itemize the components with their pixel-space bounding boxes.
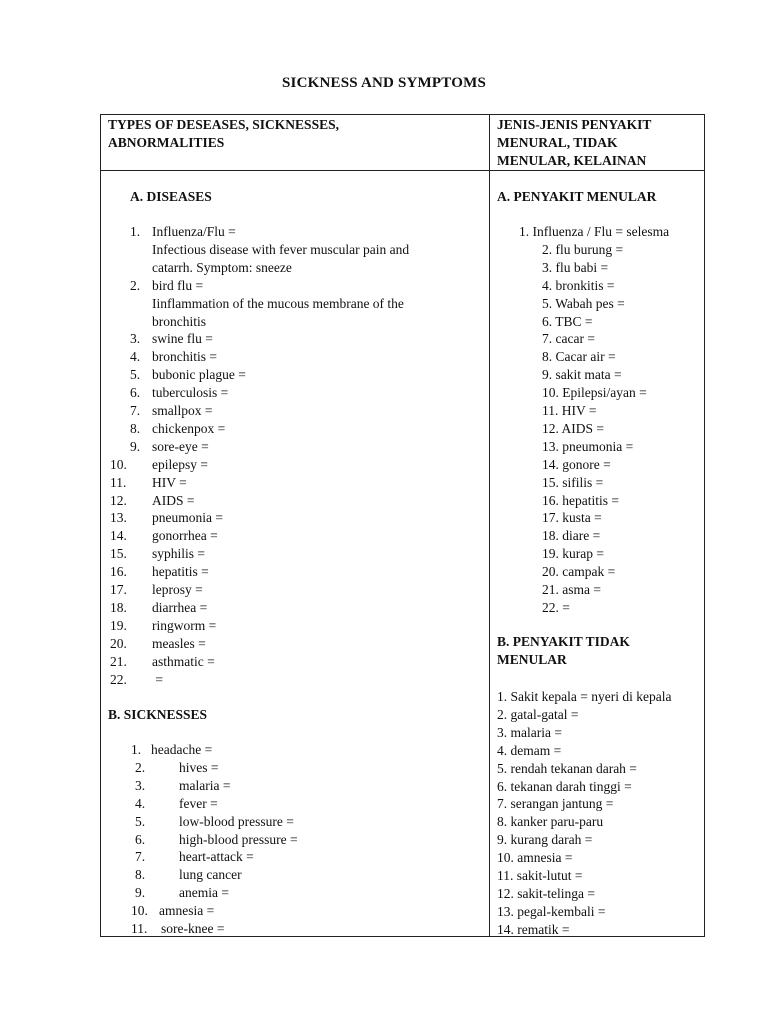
menular-item: 19. kurap = bbox=[542, 546, 604, 562]
header-left-line: TYPES OF DESEASES, SICKNESSES, bbox=[108, 117, 339, 132]
sickness-item: 10. amnesia = bbox=[131, 903, 215, 919]
tidak-menular-item: 11. sakit-lutut = bbox=[497, 868, 583, 883]
page-title: SICKNESS AND SYMPTOMS bbox=[282, 75, 486, 91]
menular-item: 12. AIDS = bbox=[542, 420, 604, 436]
header-divider bbox=[101, 170, 704, 171]
sickness-item: 7. heart-attack = bbox=[135, 849, 254, 865]
sickness-item: 9. anemia = bbox=[135, 885, 229, 901]
menular-item: 3. flu babi = bbox=[542, 259, 609, 275]
sickness-item: 8. lung cancer bbox=[135, 867, 242, 883]
disease-item: Iinflammation of the mucous membrane of the bbox=[152, 295, 404, 311]
disease-item: 16. hepatitis = bbox=[110, 564, 209, 580]
sickness-item: 1. headache = bbox=[131, 742, 213, 757]
tidak-menular-item: 10. amnesia = bbox=[497, 850, 573, 866]
tidak-menular-item: 8. kanker paru-paru bbox=[497, 814, 604, 830]
sickness-item: 2. hives = bbox=[135, 759, 219, 775]
header-right bbox=[497, 116, 651, 170]
menular-item: 11. HIV = bbox=[542, 403, 597, 418]
disease-item: catarrh. Symptom: sneeze bbox=[152, 259, 292, 275]
disease-item: Infectious disease with fever muscular pain and bbox=[152, 241, 410, 257]
section-heading-diseases: A. DISEASES bbox=[130, 189, 212, 204]
disease-item: 5. bubonic plague = bbox=[130, 367, 246, 383]
menular-item: 17. kusta = bbox=[542, 510, 602, 526]
tidak-menular-item: 7. serangan jantung = bbox=[497, 796, 614, 812]
menular-item: 1. Influenza / Flu = selesma bbox=[519, 224, 670, 239]
tidak-menular-item: 9. kurang darah = bbox=[497, 832, 593, 848]
sickness-item: 6. high-blood pressure = bbox=[135, 831, 298, 847]
section-heading-sicknesses: B. SICKNESSES bbox=[108, 707, 208, 722]
disease-item: 8. chickenpox = bbox=[130, 420, 226, 436]
disease-item: 20. measles = bbox=[110, 635, 206, 651]
disease-item: 6. tuberculosis = bbox=[130, 385, 229, 401]
disease-item: 3. swine flu = bbox=[130, 331, 213, 347]
section-heading-menular: A. PENYAKIT MENULAR bbox=[497, 189, 657, 204]
column-divider bbox=[489, 115, 490, 936]
sickness-item: 3. malaria = bbox=[135, 777, 231, 793]
sickness-item: 4. fever = bbox=[135, 795, 218, 811]
menular-item: 6. TBC = bbox=[542, 313, 593, 329]
tidak-menular-item: 4. demam = bbox=[497, 742, 562, 758]
menular-item: 5. Wabah pes = bbox=[542, 295, 625, 311]
disease-item: 7. smallpox = bbox=[130, 403, 213, 418]
sickness-item: 5. low-blood pressure = bbox=[135, 813, 294, 829]
header-right-line: MENURAL, TIDAK bbox=[497, 135, 618, 150]
tidak-menular-item: 6. tekanan darah tinggi = bbox=[497, 778, 632, 794]
disease-item: 14. gonorrhea = bbox=[110, 528, 218, 544]
header-left-line: ABNORMALITIES bbox=[108, 135, 225, 150]
disease-item: 17. leprosy = bbox=[110, 582, 203, 597]
section-heading-tidak-menular: B. PENYAKIT TIDAK bbox=[497, 634, 630, 649]
tidak-menular-item: 14. rematik = bbox=[497, 921, 570, 937]
header-right-line: JENIS-JENIS PENYAKIT bbox=[497, 117, 652, 132]
content-table bbox=[100, 114, 705, 937]
disease-item: 9. sore-eye = bbox=[130, 438, 209, 454]
menular-item: 14. gonore = bbox=[542, 456, 611, 472]
disease-item: 2. bird flu = bbox=[130, 277, 204, 293]
header-right-line: MENULAR, KELAINAN bbox=[497, 153, 647, 168]
disease-item: 1. Influenza/Flu = bbox=[130, 224, 236, 239]
disease-item: 19. ringworm = bbox=[110, 617, 217, 633]
tidak-menular-item: 12. sakit-telinga = bbox=[497, 885, 595, 901]
menular-item: 22. = bbox=[542, 599, 570, 615]
menular-item: 8. Cacar air = bbox=[542, 349, 616, 365]
tidak-menular-item: 5. rendah tekanan darah = bbox=[497, 760, 637, 776]
menular-item: 4. bronkitis = bbox=[542, 277, 615, 293]
disease-item: 4. bronchitis = bbox=[130, 349, 217, 365]
menular-item: 7. cacar = bbox=[542, 331, 595, 347]
tidak-menular-item: 2. gatal-gatal = bbox=[497, 706, 579, 722]
disease-item: bronchitis bbox=[152, 313, 206, 329]
menular-item: 20. campak = bbox=[542, 564, 616, 580]
header-left bbox=[108, 116, 339, 152]
disease-item: 11. HIV = bbox=[110, 474, 187, 490]
section-heading-tidak-menular: MENULAR bbox=[497, 652, 567, 667]
menular-item: 16. hepatitis = bbox=[542, 492, 619, 508]
disease-item: 10. epilepsy = bbox=[110, 456, 208, 472]
disease-item: 18. diarrhea = bbox=[110, 599, 208, 615]
disease-item: 21. asthmatic = bbox=[110, 653, 215, 669]
menular-item: 9. sakit mata = bbox=[542, 367, 622, 383]
menular-item: 21. asma = bbox=[542, 582, 601, 597]
tidak-menular-item: 13. pegal-kembali = bbox=[497, 903, 606, 919]
disease-item: 12. AIDS = bbox=[110, 492, 195, 508]
menular-item: 18. diare = bbox=[542, 528, 601, 544]
menular-item: 13. pneumonia = bbox=[542, 438, 634, 454]
menular-item: 10. Epilepsi/ayan = bbox=[542, 385, 647, 401]
menular-item: 15. sifilis = bbox=[542, 474, 604, 490]
sickness-item: 11. sore-knee = bbox=[131, 921, 225, 936]
tidak-menular-item: 3. malaria = bbox=[497, 724, 562, 740]
menular-item: 2. flu burung = bbox=[542, 241, 624, 257]
disease-item: 15. syphilis = bbox=[110, 546, 205, 562]
disease-item: 13. pneumonia = bbox=[110, 510, 223, 526]
disease-item: 22. = bbox=[110, 671, 163, 687]
tidak-menular-item: 1. Sakit kepala = nyeri di kepala bbox=[497, 689, 672, 704]
